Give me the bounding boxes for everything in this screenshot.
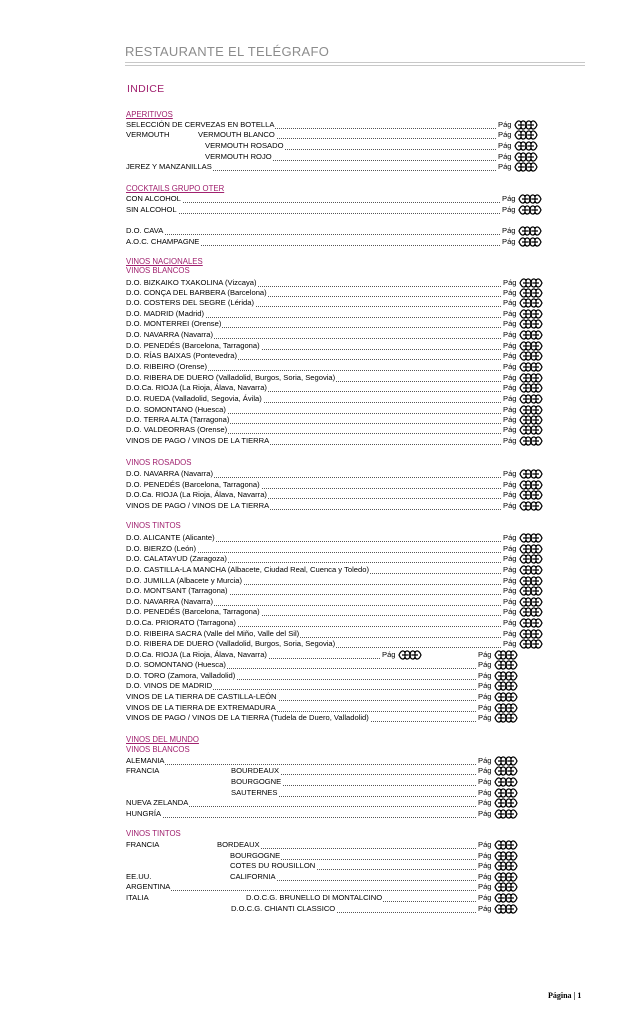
dot-leader <box>126 807 476 818</box>
section-heading: APERITIVOS <box>126 110 173 119</box>
page-ref-label: Pág <box>503 586 517 595</box>
entry-label: D.O.Ca. RIOJA (La Rioja, Álava, Navarra) <box>126 490 267 499</box>
page-ref-glyph-icon <box>504 808 518 820</box>
page-ref-label: Pág <box>503 565 517 574</box>
page-ref-glyph-icon <box>524 161 538 173</box>
page-ref-label: Pág <box>502 205 516 214</box>
page-ref-label: Pág <box>498 162 512 171</box>
entry-label: D.O. BIERZO (León) <box>126 544 197 553</box>
header-divider <box>125 62 585 66</box>
index-entry <box>126 205 518 215</box>
entry-sublabel: BOURGOGNE <box>230 851 281 860</box>
index-entry <box>126 237 518 247</box>
page-ref-label: Pág <box>478 650 492 659</box>
page-ref-label: Pág <box>478 756 492 765</box>
page-ref-label: Pág <box>478 882 492 891</box>
page-footer <box>548 991 581 1000</box>
page-number: 1 <box>577 991 582 1000</box>
entry-label: NUEVA ZELANDA <box>126 798 189 807</box>
entry-label: D.O. BIZKAIKO TXAKOLINA (Vizcaya) <box>126 278 257 287</box>
entry-label: D.O. RIBERA DE DUERO (Valladolid, Burgos, Soria, Segovia) <box>126 373 336 382</box>
entry-label: FRANCIA <box>126 840 160 849</box>
entry-label: D.O. RÍAS BAIXAS (Pontevedra) <box>126 351 237 360</box>
entry-label: D.O.Ca. RIOJA (La Rioja, Álava, Navarra) <box>126 650 267 659</box>
dot-leader <box>126 192 500 203</box>
page-ref-label: Pág <box>503 639 517 648</box>
entry-label: CON ALCOHOL <box>126 194 181 203</box>
page-ref-label: Pág <box>503 490 517 499</box>
index-entry <box>126 713 518 723</box>
entry-label: D.O. RIBEIRO (Orense) <box>126 362 208 371</box>
page-ref-label: Pág <box>478 692 492 701</box>
section-heading: VINOS TINTOS <box>126 829 181 838</box>
page-ref-label: Pág <box>503 533 517 542</box>
page-ref-label: Pág <box>503 618 517 627</box>
entry-label: D.O. CONÇA DEL BARBERA (Barcelona) <box>126 288 267 297</box>
entry-sublabel: SAUTERNES <box>231 788 278 797</box>
page-ref-label: Pág <box>498 141 512 150</box>
page-ref-label: Pág <box>503 362 517 371</box>
page-separator: | <box>573 991 576 1000</box>
dot-leader <box>126 224 500 235</box>
page-ref-label: Pág <box>503 607 517 616</box>
page-ref-label: Pág <box>478 681 492 690</box>
entry-sublabel: D.O.C.G. BRUNELLO DI MONTALCINO <box>246 893 383 902</box>
entry-label: D.O. MADRID (Madrid) <box>126 309 205 318</box>
page-ref-label: Pág <box>503 319 517 328</box>
entry-label: VINOS DE PAGO / VINOS DE LA TIERRA (Tudela de Duero, Valladolid) <box>126 713 369 722</box>
entry-label: ARGENTINA <box>126 882 171 891</box>
entry-label: ALEMANIA <box>126 756 165 765</box>
entry-label: JEREZ Y MANZANILLAS <box>126 162 212 171</box>
page-ref-label: Pág <box>478 809 492 818</box>
page-ref-label: Pág <box>503 341 517 350</box>
page-ref-glyph-icon <box>529 435 543 447</box>
page-ref-label: Pág <box>478 788 492 797</box>
entry-label: D.O. COSTERS DEL SEGRE (Lérida) <box>126 298 254 307</box>
page-ref-label: Pág <box>478 671 492 680</box>
page-ref-label: Pág <box>478 777 492 786</box>
entry-label: D.O. CAVA <box>126 226 164 235</box>
page-ref-label: Pág <box>503 597 517 606</box>
page-ref-glyph-icon <box>529 500 543 512</box>
entry-sublabel: CALIFORNIA <box>230 872 276 881</box>
entry-sublabel: BOURDEAUX <box>231 766 280 775</box>
page-ref-label: Pág <box>503 288 517 297</box>
entry-label: ITALIA <box>126 893 149 902</box>
entry-label: VINOS DE PAGO / VINOS DE LA TIERRA <box>126 501 270 510</box>
page-ref-glyph-icon <box>504 903 518 915</box>
page-ref-label: Pág <box>478 872 492 881</box>
page-ref-label: Pág <box>502 237 516 246</box>
entry-label: EE.UU. <box>126 872 152 881</box>
entry-label: SELECCIÓN DE CERVEZAS EN BOTELLA <box>126 120 275 129</box>
page-ref-label: Pág <box>498 130 512 139</box>
entry-label: D.O. VALDEORRAS (Orense) <box>126 425 228 434</box>
page-ref-label: Pág <box>503 330 517 339</box>
entry-label: FRANCIA <box>126 766 160 775</box>
entry-label: D.O.Ca. PRIORATO (Tarragona) <box>126 618 236 627</box>
entry-label: D.O. MONTSANT (Tarragona) <box>126 586 228 595</box>
page-ref-label: Pág <box>503 576 517 585</box>
page-ref-label: Pág <box>503 554 517 563</box>
section-heading: VINOS ROSADOS <box>126 458 192 467</box>
section-heading: VINOS BLANCOS <box>126 745 190 754</box>
page-ref-label: Pág <box>503 629 517 638</box>
entry-label: D.O. PENEDÉS (Barcelona, Tarragona) <box>126 480 260 489</box>
entry-label: D.O. PENEDÉS (Barcelona, Tarragona) <box>126 607 260 616</box>
entry-label: D.O. RIBEIRA SACRA (Valle del Miño, Valle del Sil) <box>126 629 300 638</box>
page-ref-label: Pág <box>503 383 517 392</box>
page-ref-label: Pág <box>478 703 492 712</box>
page-ref-glyph-icon <box>528 204 542 216</box>
page-ref-label: Pág <box>503 351 517 360</box>
section-heading: VINOS DEL MUNDO <box>126 735 199 744</box>
entry-label: D.O.Ca. RIOJA (La Rioja, Álava, Navarra) <box>126 383 267 392</box>
entry-sublabel: VERMOUTH ROSADO <box>205 141 284 150</box>
entry-label: D.O. TORO (Zamora, Valladolid) <box>126 671 236 680</box>
page-ref-glyph-icon <box>504 712 518 724</box>
entry-sublabel: D.O.C.G. CHIANTI CLASSICO <box>231 904 336 913</box>
entry-label: D.O. NAVARRA (Navarra) <box>126 469 214 478</box>
index-entry <box>126 162 518 172</box>
entry-label: VINOS DE PAGO / VINOS DE LA TIERRA <box>126 436 270 445</box>
page-ref-glyph-icon <box>529 638 543 650</box>
entry-sublabel: VERMOUTH BLANCO <box>198 130 275 139</box>
entry-label: D.O. TERRA ALTA (Tarragona) <box>126 415 230 424</box>
page-ref-label: Pág <box>503 298 517 307</box>
entry-label: VINOS DE LA TIERRA DE CASTILLA-LEÓN <box>126 692 277 701</box>
entry-label: D.O. MONTERREI (Orense) <box>126 319 222 328</box>
page-ref-label: Pág <box>502 226 516 235</box>
dot-leader <box>126 203 500 214</box>
page-ref-label: Pág <box>478 798 492 807</box>
section-heading: COCKTAILS GRUPO OTER <box>126 184 225 193</box>
page-ref-label: Pág <box>478 861 492 870</box>
entry-label: D.O. NAVARRA (Navarra) <box>126 597 214 606</box>
entry-label: D.O. ALICANTE (Alicante) <box>126 533 215 542</box>
page-ref-label: Pág <box>478 713 492 722</box>
page-ref-label: Pág <box>382 650 396 659</box>
page-label: Página <box>548 991 572 1000</box>
entry-label: D.O. SOMONTANO (Huesca) <box>126 660 226 669</box>
page-ref-label: Pág <box>498 120 512 129</box>
page-ref-label: Pág <box>503 480 517 489</box>
page-ref-label: Pág <box>503 278 517 287</box>
page-ref-label: Pág <box>503 425 517 434</box>
page-ref-label: Pág <box>503 469 517 478</box>
entry-label: D.O. CASTILLA-LA MANCHA (Albacete, Ciudad Real, Cuenca y Toledo) <box>126 565 369 574</box>
entry-label: D.O. NAVARRA (Navarra) <box>126 330 214 339</box>
page-ref-label: Pág <box>502 194 516 203</box>
entry-sublabel: VERMOUTH ROJO <box>205 152 272 161</box>
page-ref-label: Pág <box>478 904 492 913</box>
page-ref-label: Pág <box>503 544 517 553</box>
document-header-title: RESTAURANTE EL TELÉGRAFO <box>125 44 330 59</box>
index-title: INDICE <box>127 83 165 95</box>
page-ref-glyph-icon <box>528 236 542 248</box>
section-heading: VINOS BLANCOS <box>126 266 190 275</box>
dot-leader <box>126 880 476 891</box>
page-ref-label: Pág <box>503 415 517 424</box>
page-ref-label: Pág <box>503 501 517 510</box>
entry-sublabel: BOURGOGNE <box>231 777 282 786</box>
page-ref-label: Pág <box>503 405 517 414</box>
page-ref-label: Pág <box>498 152 512 161</box>
page-ref-label: Pág <box>478 660 492 669</box>
entry-label: D.O. RUEDA (Valladolid, Segovia, Ávila) <box>126 394 262 403</box>
section-heading: VINOS TINTOS <box>126 521 181 530</box>
entry-label: D.O. VINOS DE MADRID <box>126 681 213 690</box>
page-ref-label: Pág <box>478 851 492 860</box>
entry-label: D.O. CALATAYUD (Zaragoza) <box>126 554 227 563</box>
entry-label: D.O. PENEDÉS (Barcelona, Tarragona) <box>126 341 260 350</box>
entry-label: SIN ALCOHOL <box>126 205 177 214</box>
entry-label: VERMOUTH <box>126 130 170 139</box>
page-ref-label: Pág <box>478 766 492 775</box>
entry-label: A.O.C. CHAMPAGNE <box>126 237 200 246</box>
entry-label: VINOS DE LA TIERRA DE EXTREMADURA <box>126 703 276 712</box>
index-entry <box>126 436 518 446</box>
page-ref-label: Pág <box>503 309 517 318</box>
section-heading: VINOS NACIONALES <box>126 257 203 266</box>
entry-label: HUNGRÍA <box>126 809 162 818</box>
page-ref-label: Pág <box>478 840 492 849</box>
page-ref-label: Pág <box>503 394 517 403</box>
index-entry <box>126 809 518 819</box>
page-ref-label: Pág <box>503 373 517 382</box>
entry-sublabel: COTES DU ROUSILLON <box>230 861 316 870</box>
index-entry <box>126 904 518 914</box>
page-ref-label: Pág <box>478 893 492 902</box>
page-ref-label: Pág <box>503 436 517 445</box>
index-entry <box>126 501 518 511</box>
entry-label: D.O. SOMONTANO (Huesca) <box>126 405 226 414</box>
entry-label: D.O. RIBERA DE DUERO (Valladolid, Burgos, Soria, Segovia) <box>126 639 336 648</box>
entry-label: D.O. JUMILLA (Albacete y Murcia) <box>126 576 243 585</box>
entry-sublabel: BORDEAUX <box>217 840 260 849</box>
